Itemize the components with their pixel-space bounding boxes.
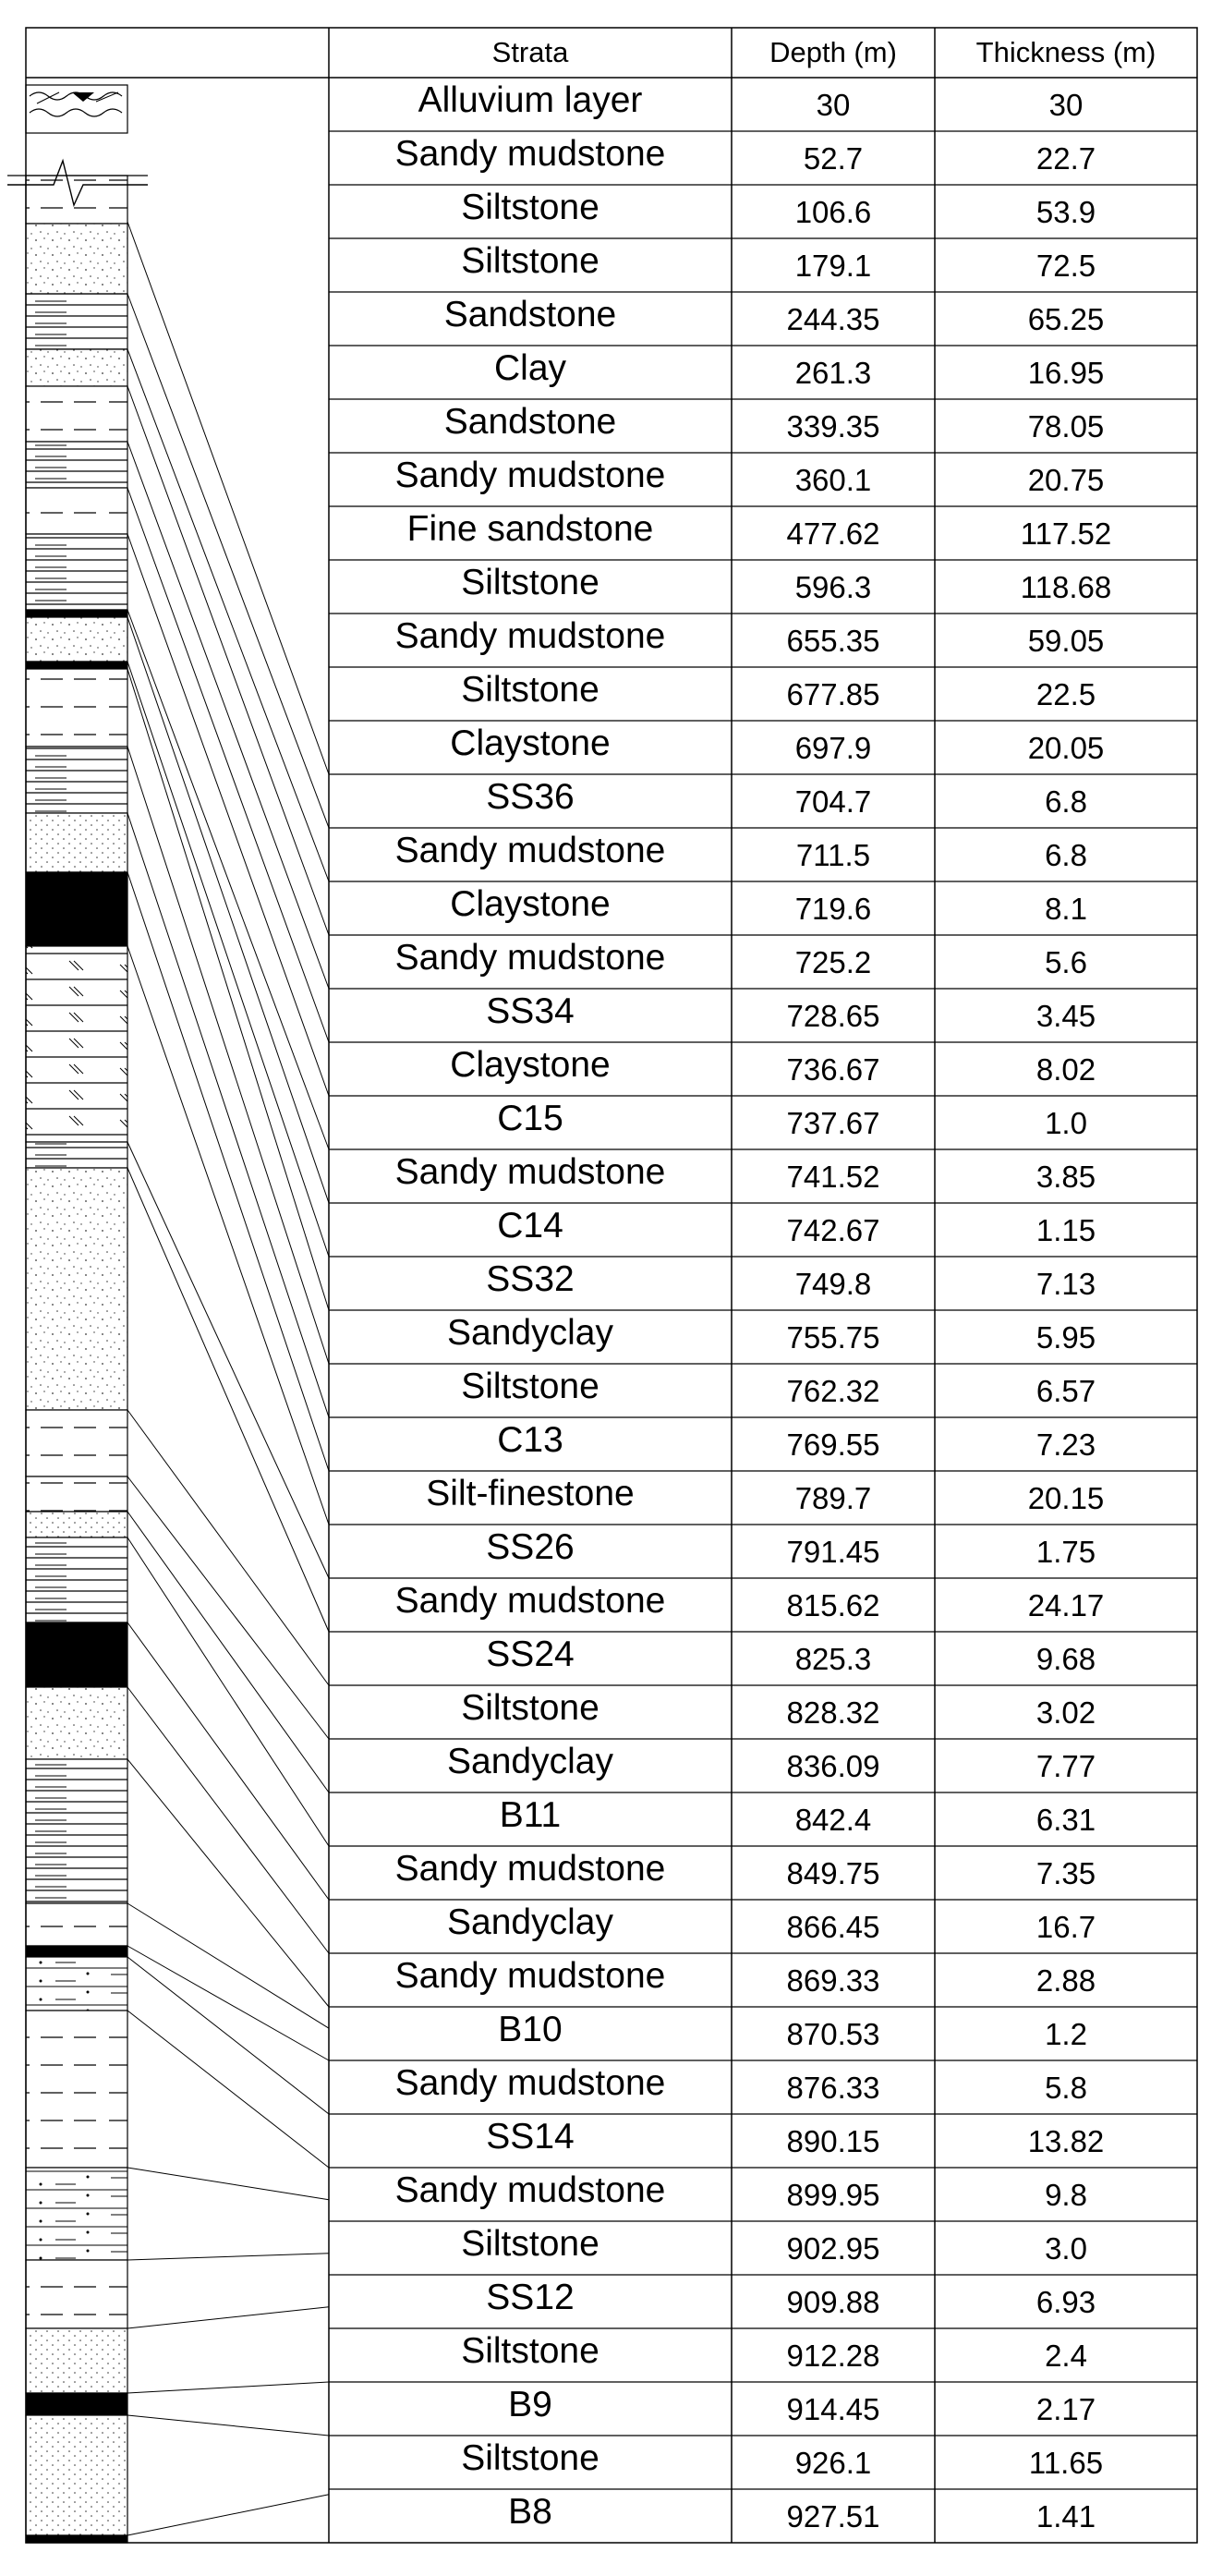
correlation-line [127,2307,329,2328]
table-row [395,938,1087,979]
stratum-depth: 244.35 [786,302,880,336]
lithology-column [7,85,148,2543]
stratum-pattern-black [26,1946,127,1957]
stratum-depth: 477.62 [786,516,880,551]
stratum-pattern-hlines [26,1759,127,1903]
table-row [444,295,1105,336]
stratum-name: Claystone [450,884,611,924]
stratum-thickness: 11.65 [1028,2446,1104,2480]
stratum-name: Sandyclay [447,1902,613,1942]
table-row [486,777,1087,819]
correlation-line [127,1537,329,1846]
table-row [494,348,1104,390]
stratum-thickness: 3.02 [1035,1695,1096,1730]
stratum-name: Sandyclay [447,1313,613,1353]
stratum-thickness: 20.05 [1027,731,1105,765]
stratum-name: C13 [497,1420,563,1460]
stratum-name: Siltstone [461,563,599,602]
correlation-line [127,2254,329,2260]
stratum-depth: 890.15 [786,2124,880,2158]
stratum-name: Alluvium layer [418,80,643,120]
stratum-pattern-hlines [26,442,127,488]
table-row [450,884,1087,926]
stratum-depth: 836.09 [786,1749,880,1783]
stratum-name: B8 [508,2492,552,2532]
stratum-depth: 842.4 [794,1803,872,1837]
stratum-pattern-dash [26,2260,127,2328]
stratum-pattern-dots [26,349,127,386]
stratum-pattern-black [26,872,127,946]
table-row [486,1634,1096,1676]
stratum-depth: 755.75 [786,1320,880,1355]
stratum-depth: 736.67 [786,1052,880,1087]
table-row [461,1688,1096,1730]
stratum-name: C15 [497,1099,563,1138]
correlation-line [127,946,329,1525]
stratum-name: B10 [498,2010,563,2049]
stratum-name: Sandy mudstone [394,1152,666,1192]
table-row [486,991,1096,1033]
stratum-pattern-finedots [26,2328,127,2393]
table-row [395,831,1087,872]
stratum-depth: 769.55 [786,1428,880,1462]
stratum-depth: 909.88 [786,2285,880,2319]
stratum-thickness: 118.68 [1020,570,1112,604]
alluvium-symbol [26,85,127,133]
stratum-thickness: 30 [1048,88,1084,122]
stratum-name: Sandy mudstone [394,1849,666,1889]
stratum-name: Sandyclay [447,1742,613,1781]
stratum-pattern-hlines [26,1142,127,1168]
table-row [395,616,1105,658]
correlation-line [127,1622,329,1900]
stratum-pattern-hlines [26,294,127,349]
stratum-thickness: 9.8 [1045,2178,1087,2212]
stratum-pattern-hatch [26,946,127,1142]
stratum-name: Fine sandstone [406,509,654,549]
stratum-depth: 30 [816,88,851,122]
stratum-pattern-black [26,2393,127,2415]
table-row [395,134,1096,176]
stratum-thickness: 3.0 [1045,2231,1087,2266]
stratum-thickness: 13.82 [1027,2124,1105,2158]
stratum-name: Sandy mudstone [394,1956,666,1996]
stratum-depth: 927.51 [786,2499,880,2533]
stratum-name: Sandy mudstone [394,2063,666,2103]
stratum-name: Sandstone [443,402,617,442]
stratum-name: SS36 [486,777,575,817]
stratum-pattern-hlines [26,747,127,813]
stratum-pattern-dots [26,1168,127,1410]
table-row [498,2010,1087,2051]
stratum-depth: 749.8 [794,1267,872,1301]
correlation-line [127,2415,329,2436]
stratum-name: Siltstone [461,241,599,281]
stratum-depth: 815.62 [786,1588,880,1622]
stratum-name: SS34 [486,991,575,1031]
correlation-line [127,2382,329,2393]
table-row [461,2224,1087,2266]
stratum-thickness: 3.45 [1035,999,1096,1033]
correlation-lines [127,222,329,2535]
stratum-depth: 725.2 [794,945,872,979]
stratum-pattern-dots [26,224,127,294]
stratum-pattern-dash [26,488,127,534]
stratum-pattern-black [26,1622,127,1687]
correlation-line [127,1512,329,1792]
correlation-line [127,1903,329,2028]
stratum-thickness: 1.15 [1035,1213,1096,1247]
stratum-depth: 655.35 [786,624,880,658]
stratum-depth: 912.28 [786,2339,880,2373]
stratum-depth: 677.85 [786,677,880,711]
stratum-pattern-hlines [26,534,127,610]
stratum-thickness: 6.8 [1045,838,1087,872]
stratum-thickness: 1.2 [1045,2017,1087,2051]
stratum-depth: 741.52 [786,1160,880,1194]
table-row [395,1956,1096,1998]
stratum-thickness: 78.05 [1027,409,1105,444]
stratum-pattern-hlines [26,1537,127,1622]
stratum-thickness: 5.95 [1035,1320,1096,1355]
stratum-name: Claystone [450,1045,611,1085]
stratum-name: Sandy mudstone [394,831,666,870]
correlation-line [127,1476,329,1739]
stratum-thickness: 16.95 [1027,356,1105,390]
stratum-depth: 866.45 [786,1910,880,1944]
stratum-name: Clay [493,348,567,388]
stratum-depth: 179.1 [794,249,872,283]
stratum-thickness: 7.23 [1035,1428,1096,1462]
correlation-line [127,1687,329,1953]
stratum-pattern-dash [26,669,127,747]
correlation-line [127,1946,329,2060]
stratum-thickness: 8.1 [1045,892,1087,926]
stratum-thickness: 9.68 [1035,1642,1096,1676]
correlation-line [127,1142,329,1578]
stratum-pattern-dashdot [26,2168,127,2260]
table-row [497,1099,1087,1140]
stratum-thickness: 22.5 [1035,677,1096,711]
table-row [497,1206,1096,1247]
stratum-pattern-dashdot [26,1957,127,2011]
stratum-depth: 711.5 [795,838,871,872]
table-row [447,1313,1096,1355]
stratum-name: SS12 [486,2278,575,2317]
stratum-thickness: 7.13 [1035,1267,1096,1301]
table-row [461,2438,1103,2480]
stratum-thickness: 59.05 [1027,624,1105,658]
correlation-line [127,349,329,881]
stratum-depth: 704.7 [794,784,872,819]
correlation-line [127,1410,329,1685]
stratum-thickness: 16.7 [1035,1910,1096,1944]
stratum-pattern-black [26,610,127,617]
stratum-thickness: 53.9 [1035,195,1096,229]
stratum-name: Sandy mudstone [394,134,666,174]
stratum-thickness: 20.15 [1027,1481,1105,1515]
stratum-name: SS26 [486,1527,575,1567]
table-row [447,1902,1096,1944]
stratum-depth: 828.32 [786,1695,880,1730]
correlation-line [127,747,329,1364]
stratum-depth: 719.6 [794,892,872,926]
table-row [444,402,1105,444]
table-row [508,2492,1096,2533]
stratum-name: C14 [497,1206,563,1245]
table-row [461,670,1096,711]
stratum-name: Siltstone [461,2438,599,2478]
stratum-name: B11 [499,1795,562,1835]
stratum-name: Sandy mudstone [394,456,666,495]
stratum-depth: 742.67 [786,1213,880,1247]
stratum-depth: 52.7 [803,141,864,176]
stratum-depth: 596.3 [794,570,872,604]
stratum-depth: 261.3 [794,356,872,390]
stratum-thickness: 24.17 [1027,1588,1105,1622]
correlation-line [127,534,329,1096]
stratum-pattern-finedots [26,1512,127,1537]
stratum-depth: 728.65 [786,999,880,1033]
stratum-pattern-finedots [26,813,127,872]
stratum-thickness: 1.75 [1035,1535,1096,1569]
stratum-pattern-dash [26,386,127,442]
stratum-pattern-dash [26,1410,127,1476]
correlation-line [127,872,329,1471]
correlation-line [127,442,329,989]
correlation-line [127,1759,329,2007]
table-row [500,1795,1096,1837]
correlation-line [127,294,329,828]
stratum-depth: 737.67 [786,1106,880,1140]
stratum-pattern-dash [26,1476,127,1512]
table-row [407,509,1112,551]
stratum-thickness: 72.5 [1035,249,1096,283]
correlation-line [127,1957,329,2114]
stratum-depth: 902.95 [786,2231,880,2266]
stratum-depth: 697.9 [794,731,872,765]
table-row [395,2170,1087,2212]
stratum-thickness: 6.31 [1035,1803,1096,1837]
stratum-pattern-dash [26,2011,127,2168]
stratum-thickness: 6.8 [1045,784,1087,819]
stratum-thickness: 1.0 [1045,1106,1087,1140]
stratum-name: Sandy mudstone [394,938,666,978]
stratum-thickness: 6.57 [1035,1374,1096,1408]
correlation-line [127,2011,329,2168]
stratum-name: Sandy mudstone [394,616,666,656]
table-row [508,2385,1096,2426]
table-row [450,1045,1096,1087]
stratum-depth: 869.33 [786,1963,880,1998]
stratum-thickness: 3.85 [1035,1160,1096,1194]
stratum-thickness: 5.8 [1045,2071,1087,2105]
correlation-line [127,2495,329,2535]
correlation-line [127,2168,329,2200]
stratum-depth: 339.35 [786,409,880,444]
header-depth: Depth (m) [769,36,897,68]
table-row [486,2278,1096,2319]
table-row [461,188,1096,229]
header-thickness: Thickness (m) [975,36,1156,68]
stratum-thickness: 22.7 [1035,141,1096,176]
stratum-name: Siltstone [461,2331,599,2371]
stratum-thickness: 20.75 [1027,463,1105,497]
stratum-thickness: 8.02 [1035,1052,1096,1087]
table-row [395,1152,1096,1194]
stratum-thickness: 1.41 [1035,2499,1096,2533]
stratum-name: Silt-finestone [426,1474,635,1513]
stratum-name: Sandy mudstone [394,1581,666,1621]
stratum-depth: 789.7 [794,1481,872,1515]
stratum-depth: 106.6 [794,195,872,229]
table-row [486,1527,1096,1569]
stratum-depth: 899.95 [786,2178,880,2212]
stratum-name: Claystone [450,723,611,763]
stratum-name: Siltstone [461,1367,599,1406]
stratum-depth: 876.33 [786,2071,880,2105]
stratum-thickness: 117.52 [1020,516,1112,551]
table-row [450,723,1104,765]
stratum-pattern-dots [26,1687,127,1759]
table-row [461,2331,1087,2373]
stratum-depth: 791.45 [786,1535,880,1569]
stratum-name: Sandstone [443,295,617,334]
table-row [418,80,1084,122]
table-row [426,1474,1104,1515]
table-row [486,1259,1096,1301]
strata-table [26,28,1197,2543]
stratum-depth: 849.75 [786,1856,880,1890]
stratum-name: Sandy mudstone [394,2170,666,2210]
stratum-thickness: 6.93 [1035,2285,1096,2319]
stratum-pattern-dots [26,617,127,662]
stratum-name: Siltstone [461,1688,599,1728]
stratum-thickness: 2.4 [1045,2339,1087,2373]
stratum-thickness: 7.77 [1035,1749,1096,1783]
stratum-thickness: 5.6 [1045,945,1087,979]
stratum-depth: 762.32 [786,1374,880,1408]
table-row [461,563,1111,604]
stratum-depth: 926.1 [794,2446,872,2480]
stratum-name: SS32 [486,1259,575,1299]
stratum-pattern-black [26,2535,127,2543]
stratum-name: Siltstone [461,670,599,710]
table-row [395,1581,1105,1622]
table-row [395,1849,1096,1890]
stratum-thickness: 7.35 [1035,1856,1096,1890]
table-row [395,456,1105,497]
table-row [461,1367,1096,1408]
stratum-name: Siltstone [461,188,599,227]
correlation-line [127,386,329,935]
stratum-name: B9 [508,2385,552,2424]
stratum-thickness: 65.25 [1027,302,1105,336]
stratum-depth: 870.53 [786,2017,880,2051]
stratum-depth: 914.45 [786,2392,880,2426]
header-strata: Strata [491,36,569,68]
stratum-name: SS14 [486,2117,575,2157]
table-row [395,2063,1087,2105]
stratum-pattern-dash [26,1903,127,1946]
stratum-pattern-black [26,662,127,669]
stratum-pattern-finedots [26,2415,127,2535]
table-row [447,1742,1096,1783]
table-row [497,1420,1096,1462]
stratum-name: Siltstone [461,2224,599,2264]
table-row [461,241,1096,283]
correlation-line [127,1168,329,1632]
table-row [486,2117,1104,2158]
stratum-thickness: 2.17 [1035,2392,1096,2426]
stratum-thickness: 2.88 [1035,1963,1096,1998]
stratum-depth: 825.3 [794,1642,872,1676]
stratum-depth: 360.1 [794,463,872,497]
stratum-name: SS24 [486,1634,575,1674]
